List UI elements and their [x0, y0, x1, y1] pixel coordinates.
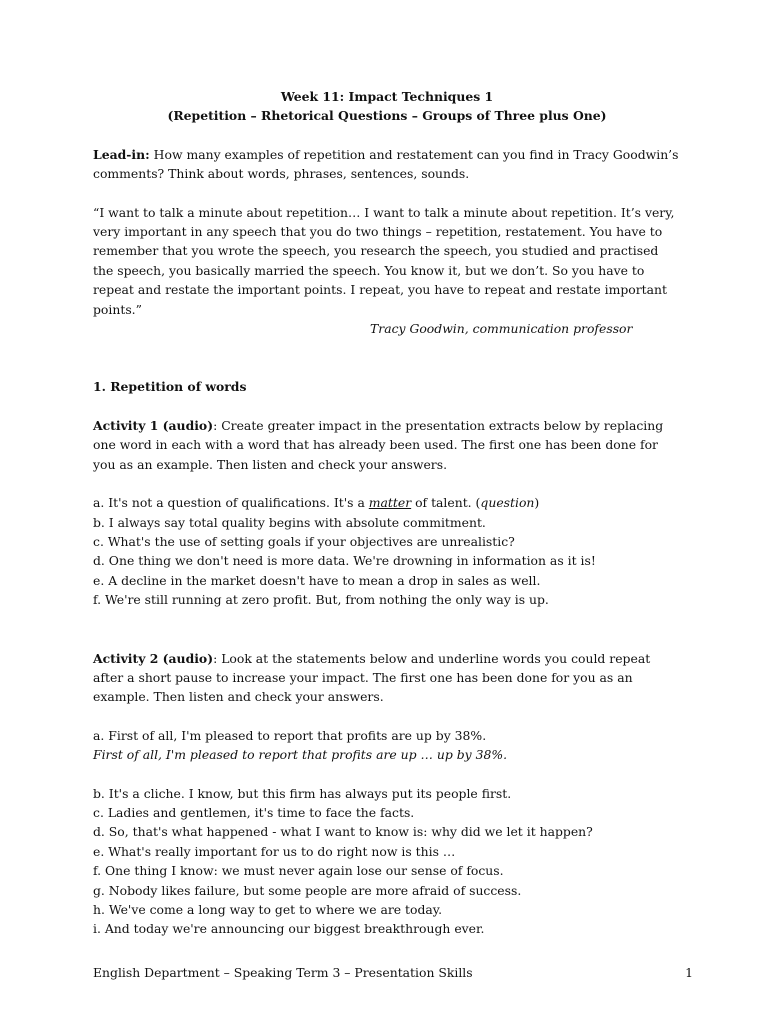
list-item: c. Ladies and gentlemen, it's time to face the facts.: [93, 804, 415, 820]
activity1-item-a: [93, 493, 681, 512]
list-item: e. A decline in the market doesn't have to mean a drop in sales as well.: [93, 572, 541, 588]
activity2-example-answer: First of all, I'm pleased to report that profits are up … up by 38%.: [93, 747, 508, 763]
document-page: [93, 87, 681, 939]
list-item: g. Nobody likes failure, but some people are more afraid of success.: [93, 882, 522, 898]
list-item: d. One thing we don't need is more data. We're drowning in information as it is!: [93, 553, 596, 569]
list-item: b. It's a cliche. I know, but this firm has always put its people first.: [93, 785, 512, 801]
page-title: Week 11: Impact Techniques 1: [280, 89, 494, 104]
item-a-underlined-word: matter: [368, 495, 412, 511]
item-a-text-mid: of talent. (: [411, 495, 481, 511]
activity1-instructions: [93, 416, 681, 474]
page-footer: [93, 963, 693, 982]
list-item: d. So, that's what happened - what I want to know is: why did we let it happen?: [93, 824, 593, 840]
leadin-paragraph: [93, 145, 681, 184]
activity2-text: : Look at the statements below and underline words you could repeat after a short pause to increase your impact. The first one has been done for you as an example. Then listen and check your answers.: [93, 650, 651, 705]
item-a-answer-word: question: [480, 495, 535, 511]
item-a-text-end: ): [534, 495, 540, 511]
activity2-label: Activity 2 (audio): [93, 650, 214, 666]
page-number: 1: [685, 965, 693, 980]
quote-text: “I want to talk a minute about repetition… I want to talk a minute about repetition. It’s very, very important in any speech that you do two things – repetition, restatement. You have to remember that you wrote the speech, you research the speech, you studied and practised the speech, you basically married the speech. You know it, but we don’t. So you have to repeat and restate the important points. I repeat, you have to repeat and restate important points.”: [93, 204, 675, 317]
list-item: f. One thing I know: we must never again lose our sense of focus.: [93, 863, 504, 879]
list-item: b. I always say total quality begins with absolute commitment.: [93, 514, 486, 530]
section-heading: 1. Repetition of words: [93, 379, 247, 395]
leadin-text: How many examples of repetition and restatement can you find in Tracy Goodwin’s comments? Think about words, phrases, sentences, sounds.: [93, 146, 679, 182]
activity1-label: Activity 1 (audio): [93, 417, 214, 433]
leadin-label: Lead-in:: [93, 146, 150, 162]
quote-attribution: Tracy Goodwin, communication professor: [370, 321, 633, 337]
footer-text: English Department – Speaking Term 3 – Presentation Skills: [93, 965, 473, 980]
list-item: e. What's really important for us to do right now is this …: [93, 843, 456, 859]
activity2-instructions: [93, 649, 681, 707]
list-item: h. We've come a long way to get to where we are today.: [93, 902, 443, 917]
list-item: i. And today we're announcing our biggest breakthrough ever.: [93, 921, 485, 937]
page-subtitle: (Repetition – Rhetorical Questions – Groups of Three plus One): [167, 108, 607, 124]
activity2-example: a. First of all, I'm pleased to report that profits are up by 38%.: [93, 727, 487, 743]
list-item: f. We're still running at zero profit. But, from nothing the only way is up.: [93, 592, 549, 608]
list-item: c. What's the use of setting goals if your objectives are unrealistic?: [93, 533, 515, 549]
item-a-text: a. It's not a question of qualifications. It's a: [93, 495, 369, 511]
activity1-text: : Create greater impact in the presentation extracts below by replacing one word in each with a word that has already been used. The first one has been done for you as an example. Then listen and check your answers.: [93, 417, 664, 472]
